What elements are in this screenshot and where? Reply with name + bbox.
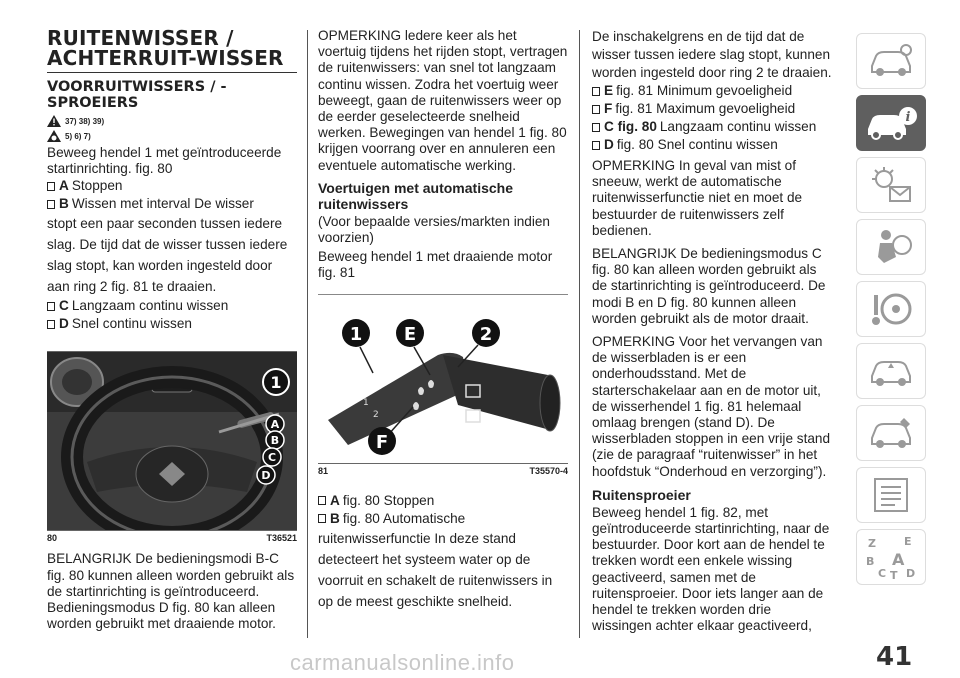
figure-80 bbox=[47, 351, 297, 543]
svg-text:T: T bbox=[890, 569, 898, 581]
checkbox-icon bbox=[318, 496, 326, 505]
checkbox-icon bbox=[592, 87, 600, 96]
section-title: VOORRUITWISSERS / -SPROEIERS bbox=[47, 79, 227, 111]
column-1 bbox=[47, 28, 297, 632]
auto-wiper-text: ruitenwisserfunctie In deze stand detecteert het systeem water op de voorruit en schakelt de ruitenwissers in op de meest geschikte snelheid. bbox=[318, 530, 553, 609]
warning-note-refs bbox=[47, 115, 297, 127]
checkbox-icon bbox=[47, 302, 55, 311]
svg-text:A: A bbox=[892, 550, 905, 569]
maintenance-car-icon bbox=[866, 416, 916, 450]
warning-lights-icon bbox=[866, 165, 916, 205]
tab-starting-driving[interactable] bbox=[856, 281, 926, 337]
figure-81-caption: 81 T35570-4 bbox=[318, 463, 568, 476]
figure-80-caption: 80 T36521 bbox=[47, 530, 297, 543]
callout-b: B bbox=[270, 434, 280, 448]
washer-text: Beweeg hendel 1 fig. 82, met geïntroduceerde startinrichting, naar de bestuurder. Door kort aan de hendel te trekken wordt een enkele wissing geactiveerd, samen met de ruitensproeier. Door iets langer aan de hendel te trekken worden drie wissingen achter elkaar geactiveerd, bbox=[592, 504, 830, 634]
subheading-auto-wipers: Voertuigen met automatische ruitenwissers bbox=[318, 179, 514, 212]
callout-c: C bbox=[267, 451, 277, 465]
tab-index[interactable] bbox=[856, 529, 926, 585]
important-note: BELANGRIJK De bedieningsmodi B-C fig. 80 kunnen alleen worden gebruikt als de startinrichting is geïntroduceerd. Bedieningsmodus D fig. 80 kan alleen worden gebruikt met draaiende motor. bbox=[47, 551, 295, 632]
svg-text:i: i bbox=[905, 110, 911, 125]
list-item-f: F fig. 81 Maximum gevoeligheid bbox=[592, 100, 832, 118]
callout-e: E bbox=[403, 323, 417, 345]
fig80-callouts bbox=[47, 352, 297, 530]
sensitivity-text: De inschakelgrens en de tijd dat de wisser tussen iedere slag stopt, kunnen worden ingesteld door ring 2 te draaien. bbox=[592, 29, 832, 80]
alphabetical-index-icon bbox=[862, 533, 920, 581]
lever-instruction: Beweeg hendel 1 met draaiende motor fig. 81 bbox=[318, 249, 553, 281]
list-item-a-auto: A fig. 80 Stoppen bbox=[318, 492, 568, 510]
interval-text: stopt een paar seconden tussen iedere slag. De tijd dat de wisser tussen iedere slag stopt, kan worden ingesteld door aan ring 2 fig. 81 te draaien. bbox=[47, 216, 288, 295]
callout-d: D bbox=[261, 469, 271, 483]
tab-safety[interactable] bbox=[856, 219, 926, 275]
column-2 bbox=[318, 28, 568, 612]
checkbox-icon bbox=[47, 200, 55, 209]
column-3 bbox=[592, 28, 832, 634]
car-info-icon bbox=[864, 105, 918, 141]
car-overview-icon bbox=[866, 44, 916, 78]
emergency-car-icon bbox=[866, 354, 916, 388]
airbag-safety-icon bbox=[866, 227, 916, 267]
list-item-e: E fig. 81 Minimum gevoeligheid bbox=[592, 82, 832, 100]
list-item-c-auto: C fig. 80 Langzaam continu wissen bbox=[592, 118, 832, 136]
info-note-refs bbox=[47, 130, 297, 142]
list-item-b: B Wissen met interval De wisser bbox=[47, 195, 297, 213]
svg-text:B: B bbox=[866, 555, 875, 568]
list-item-d: D Snel continu wissen bbox=[47, 315, 297, 333]
callout-1: 1 bbox=[270, 373, 282, 393]
info-refs: 5) 6) 7) bbox=[65, 131, 91, 141]
callout-1: 1 bbox=[349, 323, 363, 345]
tab-technical-data[interactable] bbox=[856, 467, 926, 523]
intro-text: Beweeg hendel 1 met geïntroduceerde startinrichting. fig. 80 bbox=[47, 145, 282, 177]
caution-triangle-icon bbox=[47, 130, 61, 142]
subheading-washer: Ruitensproeier bbox=[592, 486, 691, 503]
checkbox-icon bbox=[47, 182, 55, 191]
svg-text:C: C bbox=[878, 567, 887, 580]
warning-refs: 37) 38) 39) bbox=[65, 116, 105, 126]
list-item-a: A Stoppen bbox=[47, 177, 297, 195]
stalk-mark-2: 2 bbox=[373, 409, 379, 420]
callout-a: A bbox=[270, 418, 280, 432]
tab-car-overview[interactable] bbox=[856, 33, 926, 89]
availability-note: (Voor bepaalde versies/markten indien voorzien) bbox=[318, 213, 550, 246]
remark-text: OPMERKING ledere keer als het voertuig tijdens het rijden stopt, vertragen de ruitenwissers: van snel tot langzaam continu wissen. Zodra het voertuig weer beweegt, gaan de ruitenwissers weer op de eerder geselecteerde snelheid werken. Bewegingen van hendel 1 fig. 80 krijgen voorrang over en annuleren een eventuele automatische werking. bbox=[318, 28, 568, 173]
chapter-sidebar bbox=[856, 33, 926, 591]
page-number: 41 bbox=[876, 642, 913, 672]
technical-data-icon bbox=[869, 475, 913, 515]
checkbox-icon bbox=[592, 105, 600, 114]
checkbox-icon bbox=[318, 514, 326, 523]
checkbox-icon bbox=[592, 123, 600, 132]
svg-text:E: E bbox=[904, 535, 912, 548]
tab-maintenance[interactable] bbox=[856, 405, 926, 461]
checkbox-icon bbox=[47, 320, 55, 329]
mode-important-note: BELANGRIJK De bedieningsmodus C fig. 80 kan alleen worden gebruikt als de startinrichting is geïntroduceerd. De modi B en D fig. 80 kunnen alleen worden gebruikt als de motor draait. bbox=[592, 246, 826, 326]
tab-warning-lights[interactable] bbox=[856, 157, 926, 213]
fig81-callouts bbox=[318, 295, 568, 463]
figure-81 bbox=[318, 294, 568, 476]
list-item-c: C Langzaam continu wissen bbox=[47, 297, 297, 315]
fog-snow-remark: OPMERKING In geval van mist of sneeuw, werkt de automatische ruitenwisserfunctie niet en moet de bestuurder de ruitenwissers zelf bedienen. bbox=[592, 158, 803, 238]
tab-emergency[interactable] bbox=[856, 343, 926, 399]
page-title: RUITENWISSER / ACHTERRUIT-WISSER bbox=[47, 26, 284, 70]
tab-car-info[interactable] bbox=[856, 95, 926, 151]
watermark: carmanualsonline.info bbox=[290, 650, 515, 675]
svg-text:D: D bbox=[906, 567, 916, 580]
svg-text:Z: Z bbox=[868, 537, 876, 550]
list-item-d-auto: D fig. 80 Snel continu wissen bbox=[592, 136, 832, 154]
checkbox-icon bbox=[592, 141, 600, 150]
warning-triangle-icon bbox=[47, 115, 61, 127]
dash-display: 888 bbox=[162, 378, 182, 392]
list-item-b-auto: B fig. 80 Automatische bbox=[318, 510, 568, 528]
title-rule bbox=[47, 72, 297, 73]
starting-driving-icon bbox=[866, 289, 916, 329]
callout-2: 2 bbox=[479, 323, 493, 345]
maintenance-remark: OPMERKING Voor het vervangen van de wisserbladen is er een onderhoudsstand. Met de starterschakelaar aan en de motor uit, de wisserhendel 1 fig. 81 helemaal omlaag brengen (stand D). De wisserbladen stoppen in een vrije stand (zie de paragraaf “ruitenwisser” in het hoofdstuk “Onderhoud en verzorging”). bbox=[592, 334, 831, 479]
stalk-mark-1: 1 bbox=[363, 397, 369, 408]
callout-f: F bbox=[375, 431, 389, 453]
